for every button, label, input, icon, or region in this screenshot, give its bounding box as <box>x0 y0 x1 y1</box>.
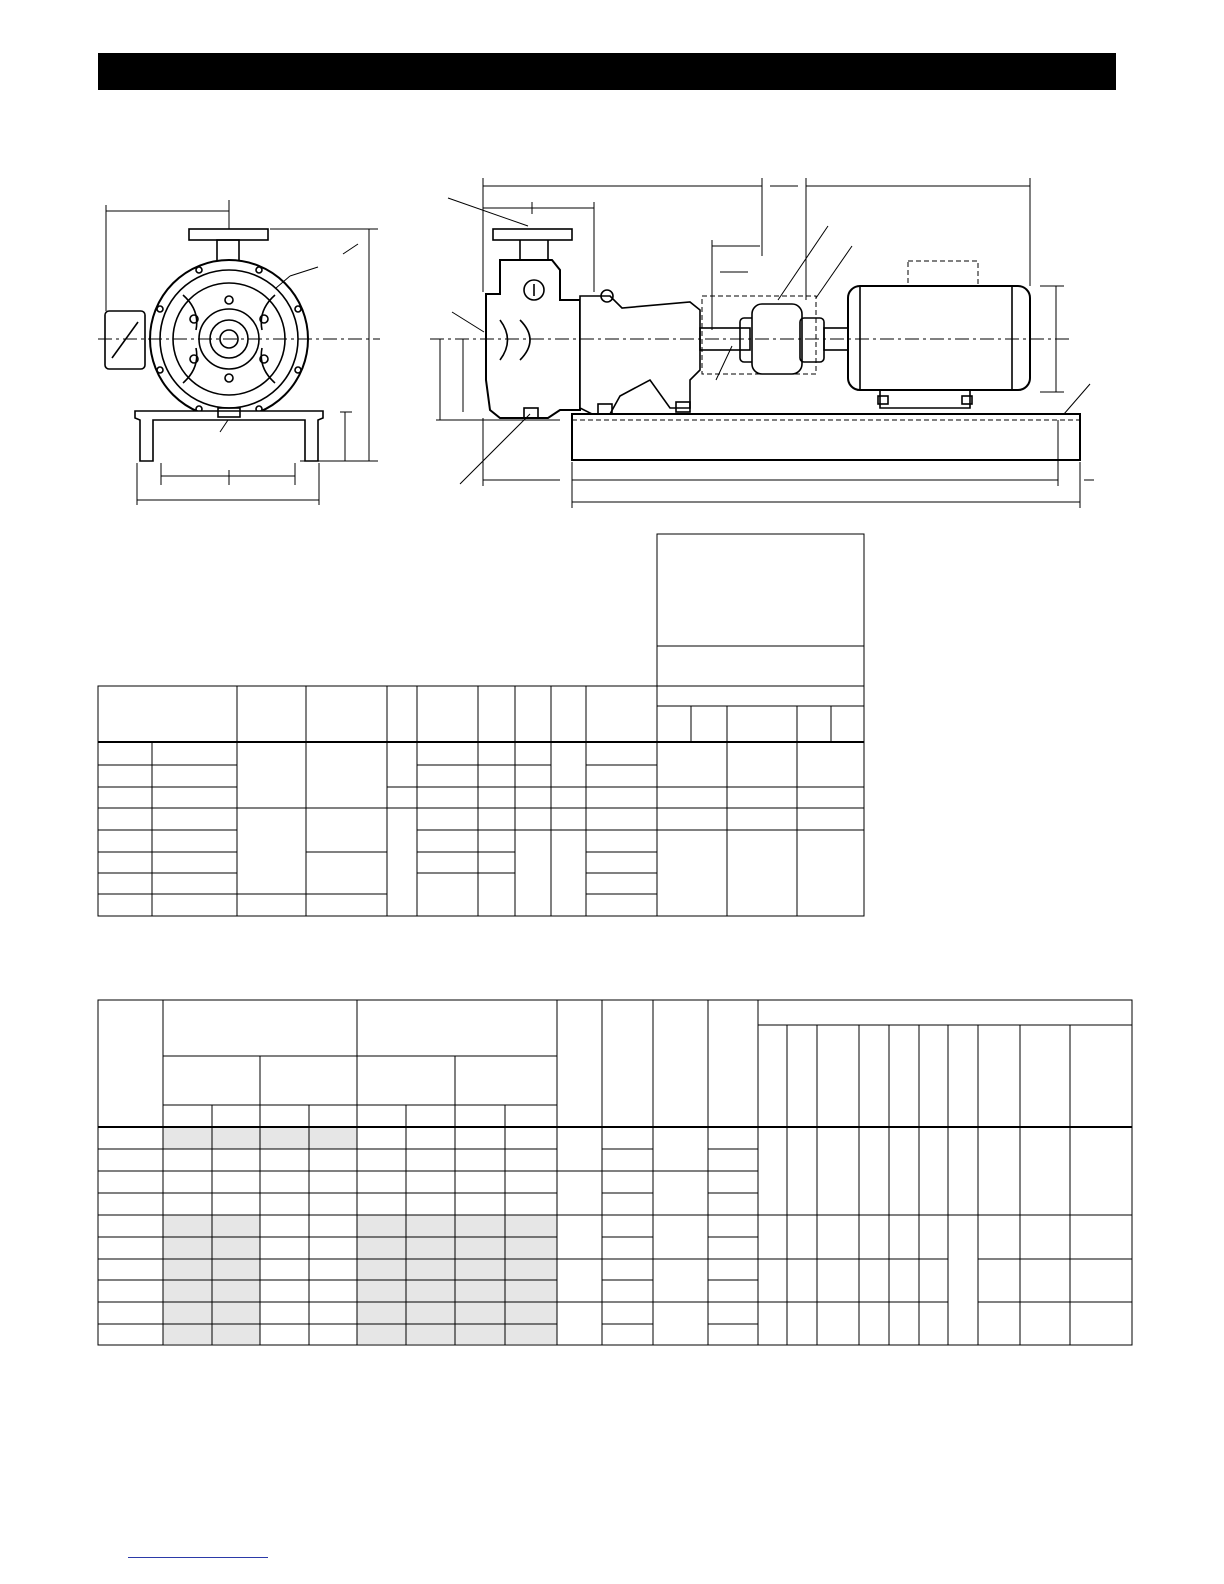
shaded-cells <box>163 1128 557 1344</box>
end-view-drawing <box>98 200 380 505</box>
dimensions-table-2 <box>97 999 1135 1348</box>
dimensions-table-1 <box>97 532 867 920</box>
pump-drawings <box>0 0 1224 520</box>
footer-rule <box>128 1557 268 1558</box>
side-view-drawing <box>430 178 1094 508</box>
